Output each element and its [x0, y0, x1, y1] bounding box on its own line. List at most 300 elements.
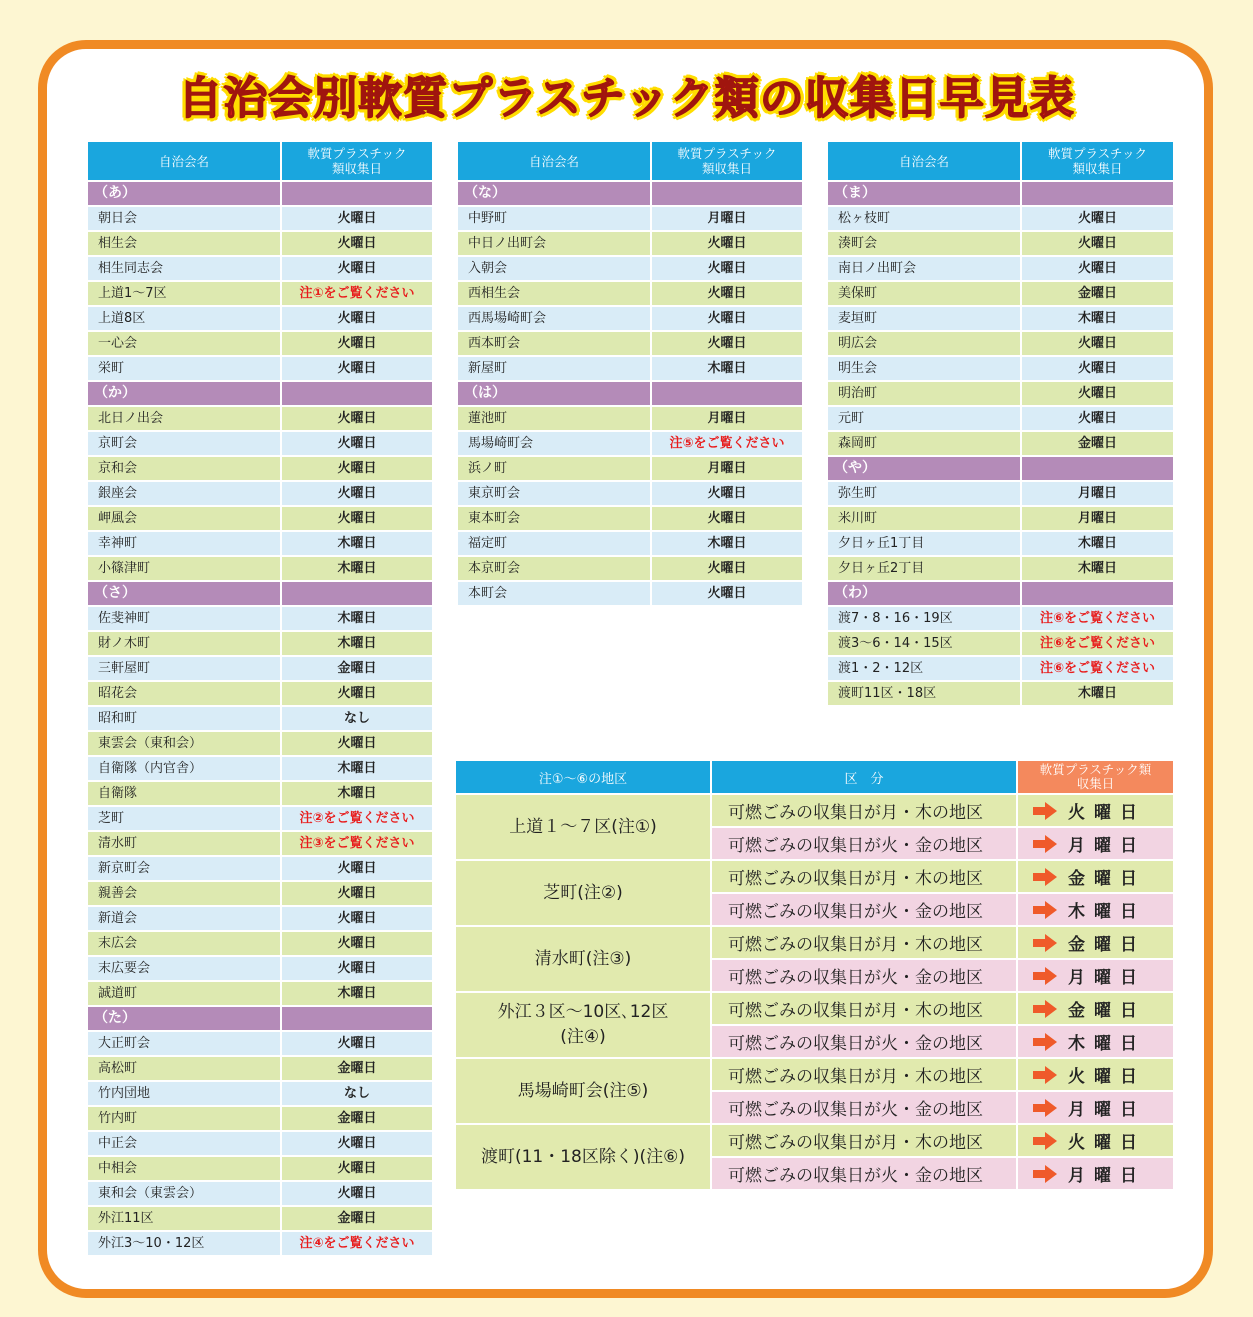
notes-row: [456, 794, 1173, 827]
collection-day: 火曜日: [1022, 357, 1173, 380]
table-row: [88, 1082, 432, 1105]
header-collection-day-line2: 類収集日: [701, 161, 752, 176]
association-name: 馬場崎町会: [458, 432, 652, 455]
kana-group-blank: [282, 582, 432, 605]
header-collection-day-line1: 軟質プラスチック: [677, 146, 777, 161]
notes-result-day: 月曜日: [1068, 968, 1146, 988]
association-name: 大正町会: [88, 1032, 282, 1055]
table-row: [88, 782, 432, 805]
collection-day: 火曜日: [1022, 332, 1173, 355]
table-row: [828, 307, 1173, 330]
schedule-table-ma-wa: [828, 140, 1173, 707]
kana-group-label: （さ）: [88, 582, 282, 605]
collection-day: 木曜日: [1022, 557, 1173, 580]
table-row: [88, 832, 432, 855]
association-name: 新屋町: [458, 357, 652, 380]
collection-day: 火曜日: [282, 1032, 432, 1055]
notes-area-line1: 馬場崎町会(注⑤): [517, 1080, 649, 1101]
association-name: 三軒屋町: [88, 657, 282, 680]
collection-day: 火曜日: [1022, 407, 1173, 430]
table-row: [828, 232, 1173, 255]
right-arrow-icon: [1032, 868, 1058, 886]
header-collection-day-line2: 類収集日: [1072, 161, 1123, 176]
association-name: 相生会: [88, 232, 282, 255]
collection-day: 月曜日: [652, 457, 802, 480]
notes-result-day: 月曜日: [1068, 1100, 1146, 1120]
association-name: 南日ノ出町会: [828, 257, 1022, 280]
header-collection-day-line1: 軟質プラスチック: [1047, 146, 1147, 161]
collection-day-note: 注③をご覧ください: [282, 832, 432, 855]
collection-day: 火曜日: [282, 907, 432, 930]
association-name: 昭和町: [88, 707, 282, 730]
right-arrow-icon: [1032, 1165, 1058, 1183]
kana-group-row: [828, 582, 1173, 605]
kana-group-blank: [1022, 457, 1173, 480]
notes-area: [456, 926, 711, 992]
collection-day: 火曜日: [282, 207, 432, 230]
notes-result: [1017, 1091, 1173, 1124]
association-name: 西相生会: [458, 282, 652, 305]
notes-result: [1017, 827, 1173, 860]
notes-result: [1017, 1157, 1173, 1189]
kana-group-row: [828, 457, 1173, 480]
association-name: 森岡町: [828, 432, 1022, 455]
association-name: 竹内町: [88, 1107, 282, 1130]
association-name: 明生会: [828, 357, 1022, 380]
collection-day: 金曜日: [282, 1207, 432, 1230]
notes-area-line1: 芝町(注②): [543, 882, 623, 903]
kana-group-label: （や）: [828, 457, 1022, 480]
kana-group-row: [88, 1007, 432, 1030]
table-row: [88, 682, 432, 705]
right-arrow-icon: [1032, 1033, 1058, 1051]
collection-day: 木曜日: [1022, 532, 1173, 555]
notes-condition: 可燃ごみの収集日が月・木の地区: [711, 926, 1017, 959]
table-row: [88, 807, 432, 830]
right-arrow-icon: [1032, 1000, 1058, 1018]
association-name: 京町会: [88, 432, 282, 455]
notes-condition: 可燃ごみの収集日が火・金の地区: [711, 959, 1017, 992]
notes-condition: 可燃ごみの収集日が月・木の地区: [711, 1124, 1017, 1157]
kana-group-row: [458, 382, 802, 405]
header-collection-day-line2: 類収集日: [331, 161, 382, 176]
association-name: 松ヶ枝町: [828, 207, 1022, 230]
collection-day: 火曜日: [282, 682, 432, 705]
notes-area: [456, 860, 711, 926]
kana-group-row: [828, 182, 1173, 205]
header-association-name: 自治会名: [458, 142, 652, 180]
collection-day: 火曜日: [282, 1157, 432, 1180]
notes-result-day: 火曜日: [1068, 803, 1146, 823]
table-row: [828, 657, 1173, 680]
collection-day: 木曜日: [652, 532, 802, 555]
association-name: 自衛隊: [88, 782, 282, 805]
table-row: [88, 1107, 432, 1130]
association-name: 外江11区: [88, 1207, 282, 1230]
association-name: 夕日ヶ丘1丁目: [828, 532, 1022, 555]
notes-result-day: 月曜日: [1068, 836, 1146, 856]
association-name: 中日ノ出町会: [458, 232, 652, 255]
notes-area-line1: 渡町(11・18区除く)(注⑥): [480, 1146, 686, 1167]
notes-row: [456, 926, 1173, 959]
table-row: [88, 882, 432, 905]
notes-area-line1: 外江３区～10区､12区: [497, 1002, 669, 1022]
notes-header-day-line2: 収集日: [1076, 776, 1115, 791]
notes-condition: 可燃ごみの収集日が月・木の地区: [711, 794, 1017, 827]
collection-day: 火曜日: [652, 582, 802, 605]
kana-group-label: （な）: [458, 182, 652, 205]
notes-result: [1017, 1124, 1173, 1157]
table-row: [828, 607, 1173, 630]
collection-day: 火曜日: [652, 257, 802, 280]
collection-day: 木曜日: [282, 557, 432, 580]
kana-group-label: （た）: [88, 1007, 282, 1030]
right-arrow-icon: [1032, 1132, 1058, 1150]
association-name: 浜ノ町: [458, 457, 652, 480]
table-row: [88, 907, 432, 930]
collection-day-note: 注⑤をご覧ください: [652, 432, 802, 455]
association-name: 朝日会: [88, 207, 282, 230]
association-name: 本町会: [458, 582, 652, 605]
collection-day: 火曜日: [282, 482, 432, 505]
right-arrow-icon: [1032, 1099, 1058, 1117]
table-row: [458, 582, 802, 605]
table-row: [458, 257, 802, 280]
table-row: [828, 332, 1173, 355]
notes-result-day: 木曜日: [1068, 902, 1146, 922]
collection-day-note: 注①をご覧ください: [282, 282, 432, 305]
table-row: [88, 1232, 432, 1255]
collection-day: 火曜日: [652, 307, 802, 330]
table-row: [88, 532, 432, 555]
table-row: [458, 232, 802, 255]
table-row: [458, 407, 802, 430]
notes-area: [456, 1124, 711, 1189]
collection-day: 火曜日: [282, 857, 432, 880]
association-name: 末広要会: [88, 957, 282, 980]
header-association-name: 自治会名: [828, 142, 1022, 180]
collection-day: 火曜日: [652, 507, 802, 530]
kana-group-row: [88, 182, 432, 205]
table-row: [88, 957, 432, 980]
table-row: [458, 482, 802, 505]
association-name: 麦垣町: [828, 307, 1022, 330]
collection-day: 月曜日: [652, 407, 802, 430]
notes-condition: 可燃ごみの収集日が火・金の地区: [711, 1091, 1017, 1124]
collection-day: 火曜日: [1022, 257, 1173, 280]
collection-day: 火曜日: [652, 557, 802, 580]
table-row: [458, 532, 802, 555]
table-row: [88, 857, 432, 880]
association-name: 新京町会: [88, 857, 282, 880]
table-row: [458, 457, 802, 480]
table-row: [88, 207, 432, 230]
notes-result-day: 月曜日: [1068, 1166, 1146, 1186]
association-name: 新道会: [88, 907, 282, 930]
table-row: [458, 357, 802, 380]
kana-group-label: （か）: [88, 382, 282, 405]
kana-group-label: （は）: [458, 382, 652, 405]
notes-table: [456, 761, 1173, 1189]
association-name: 東雲会（東和会）: [88, 732, 282, 755]
association-name: 京和会: [88, 457, 282, 480]
right-arrow-icon: [1032, 967, 1058, 985]
kana-group-blank: [652, 182, 802, 205]
notes-header-day-line1: 軟質プラスチック類: [1039, 762, 1152, 777]
notes-area: [456, 992, 711, 1058]
collection-day: 木曜日: [1022, 307, 1173, 330]
association-name: 芝町: [88, 807, 282, 830]
collection-day: 木曜日: [282, 982, 432, 1005]
collection-day: 金曜日: [282, 1107, 432, 1130]
right-arrow-icon: [1032, 934, 1058, 952]
table-row: [828, 257, 1173, 280]
association-name: 中野町: [458, 207, 652, 230]
collection-day: 火曜日: [1022, 382, 1173, 405]
notes-row: [456, 860, 1173, 893]
association-name: 入朝会: [458, 257, 652, 280]
table-row: [828, 407, 1173, 430]
collection-day: 火曜日: [282, 507, 432, 530]
table-row: [828, 282, 1173, 305]
association-name: 渡1・2・12区: [828, 657, 1022, 680]
table-row: [828, 482, 1173, 505]
table-row: [88, 507, 432, 530]
notes-row: [456, 992, 1173, 1025]
table-row: [458, 207, 802, 230]
kana-group-row: [458, 182, 802, 205]
notes-result-day: 金曜日: [1068, 869, 1146, 889]
notes-result-day: 火曜日: [1068, 1067, 1146, 1087]
collection-day: 木曜日: [282, 532, 432, 555]
table-row: [88, 932, 432, 955]
notes-area-line2: (注④): [560, 1027, 606, 1047]
collection-day: 金曜日: [282, 1057, 432, 1080]
table-row: [88, 707, 432, 730]
association-name: 末広会: [88, 932, 282, 955]
association-name: 相生同志会: [88, 257, 282, 280]
table-row: [828, 382, 1173, 405]
association-name: 親善会: [88, 882, 282, 905]
table-row: [458, 282, 802, 305]
collection-day: 火曜日: [652, 482, 802, 505]
association-name: 西馬場崎町会: [458, 307, 652, 330]
association-name: 幸神町: [88, 532, 282, 555]
collection-day: 火曜日: [282, 732, 432, 755]
notes-result-day: 火曜日: [1068, 1133, 1146, 1153]
collection-day: 木曜日: [652, 357, 802, 380]
table-row: [828, 357, 1173, 380]
table-row: [88, 1032, 432, 1055]
collection-day-note: 注⑥をご覧ください: [1022, 657, 1173, 680]
table-row: [828, 557, 1173, 580]
association-name: 渡町11区・18区: [828, 682, 1022, 705]
notes-result: [1017, 1058, 1173, 1091]
table-row: [828, 532, 1173, 555]
association-name: 本京町会: [458, 557, 652, 580]
notes-condition: 可燃ごみの収集日が火・金の地区: [711, 893, 1017, 926]
collection-day: 月曜日: [652, 207, 802, 230]
notes-header-area: 注①～⑥の地区: [456, 761, 711, 794]
association-name: 清水町: [88, 832, 282, 855]
association-name: 弥生町: [828, 482, 1022, 505]
table-row: [88, 357, 432, 380]
association-name: 湊町会: [828, 232, 1022, 255]
association-name: 高松町: [88, 1057, 282, 1080]
association-name: 福定町: [458, 532, 652, 555]
association-name: 北日ノ出会: [88, 407, 282, 430]
right-arrow-icon: [1032, 1066, 1058, 1084]
collection-day: 火曜日: [652, 232, 802, 255]
association-name: 中正会: [88, 1132, 282, 1155]
association-name: 米川町: [828, 507, 1022, 530]
notes-condition: 可燃ごみの収集日が火・金の地区: [711, 827, 1017, 860]
header-association-name: 自治会名: [88, 142, 282, 180]
association-name: 外江3～10・12区: [88, 1232, 282, 1255]
table-row: [88, 257, 432, 280]
table-row: [828, 682, 1173, 705]
notes-result: [1017, 926, 1173, 959]
collection-day: 月曜日: [1022, 482, 1173, 505]
kana-group-label: （ま）: [828, 182, 1022, 205]
table-row: [88, 757, 432, 780]
table-row: [828, 632, 1173, 655]
collection-day-note: 注⑥をご覧ください: [1022, 632, 1173, 655]
association-name: 昭花会: [88, 682, 282, 705]
table-row: [88, 232, 432, 255]
association-name: 小篠津町: [88, 557, 282, 580]
header-collection-day: [282, 142, 432, 180]
table-row: [828, 207, 1173, 230]
header-collection-day-line1: 軟質プラスチック: [307, 146, 407, 161]
collection-day: 火曜日: [282, 432, 432, 455]
notes-result-day: 木曜日: [1068, 1034, 1146, 1054]
notes-header-row: [456, 761, 1173, 794]
kana-group-row: [88, 582, 432, 605]
association-name: 自衛隊（内官舎）: [88, 757, 282, 780]
notes-result: [1017, 1025, 1173, 1058]
association-name: 中相会: [88, 1157, 282, 1180]
notes-result-day: 金曜日: [1068, 935, 1146, 955]
collection-day: 火曜日: [282, 257, 432, 280]
notes-result: [1017, 794, 1173, 827]
notes-result: [1017, 860, 1173, 893]
schedule-table-a-ta: [88, 140, 432, 1257]
table-row: [458, 432, 802, 455]
table-header-row: [828, 142, 1173, 180]
kana-group-blank: [652, 382, 802, 405]
right-arrow-icon: [1032, 802, 1058, 820]
association-name: 元町: [828, 407, 1022, 430]
collection-day: 木曜日: [1022, 682, 1173, 705]
notes-row: [456, 1124, 1173, 1157]
association-name: 東京町会: [458, 482, 652, 505]
association-name: 明治町: [828, 382, 1022, 405]
notes-condition: 可燃ごみの収集日が月・木の地区: [711, 860, 1017, 893]
association-name: 渡7・8・16・19区: [828, 607, 1022, 630]
collection-day: 火曜日: [282, 882, 432, 905]
collection-day: なし: [282, 1082, 432, 1105]
kana-group-blank: [282, 382, 432, 405]
collection-day: 金曜日: [1022, 432, 1173, 455]
notes-result-day: 金曜日: [1068, 1001, 1146, 1021]
table-row: [88, 457, 432, 480]
page-title: 自治会別軟質プラスチック類の収集日早見表: [178, 73, 1075, 124]
table-row: [88, 632, 432, 655]
table-row: [828, 432, 1173, 455]
collection-day: 火曜日: [282, 932, 432, 955]
collection-day: 木曜日: [282, 757, 432, 780]
table-row: [88, 1132, 432, 1155]
collection-day: 火曜日: [282, 407, 432, 430]
association-name: 美保町: [828, 282, 1022, 305]
association-name: 竹内団地: [88, 1082, 282, 1105]
notes-result: [1017, 893, 1173, 926]
collection-day: 火曜日: [282, 957, 432, 980]
association-name: 蓮池町: [458, 407, 652, 430]
table-row: [88, 407, 432, 430]
table-row: [88, 657, 432, 680]
notes-result: [1017, 959, 1173, 992]
collection-day: 火曜日: [282, 332, 432, 355]
table-row: [458, 332, 802, 355]
collection-day: 火曜日: [282, 357, 432, 380]
table-row: [458, 557, 802, 580]
association-name: 財ノ木町: [88, 632, 282, 655]
collection-day: 金曜日: [282, 657, 432, 680]
collection-day: 火曜日: [282, 1132, 432, 1155]
kana-group-blank: [1022, 582, 1173, 605]
kana-group-blank: [1022, 182, 1173, 205]
association-name: 渡3～6・14・15区: [828, 632, 1022, 655]
collection-day: 金曜日: [1022, 282, 1173, 305]
association-name: 一心会: [88, 332, 282, 355]
association-name: 東和会（東雲会）: [88, 1182, 282, 1205]
table-row: [88, 1157, 432, 1180]
table-row: [88, 557, 432, 580]
notes-area: [456, 1058, 711, 1124]
kana-group-blank: [282, 1007, 432, 1030]
table-row: [458, 307, 802, 330]
table-row: [88, 732, 432, 755]
table-row: [88, 1057, 432, 1080]
collection-day: 木曜日: [282, 782, 432, 805]
notes-condition: 可燃ごみの収集日が火・金の地区: [711, 1157, 1017, 1189]
association-name: 上道1～7区: [88, 282, 282, 305]
collection-day: 火曜日: [282, 457, 432, 480]
association-name: 夕日ヶ丘2丁目: [828, 557, 1022, 580]
table-row: [88, 607, 432, 630]
association-name: 栄町: [88, 357, 282, 380]
association-name: 銀座会: [88, 482, 282, 505]
table-row: [88, 282, 432, 305]
collection-day: 火曜日: [1022, 232, 1173, 255]
association-name: 東本町会: [458, 507, 652, 530]
table-row: [88, 982, 432, 1005]
table-row: [88, 1207, 432, 1230]
collection-day: なし: [282, 707, 432, 730]
table-row: [88, 432, 432, 455]
header-collection-day: [652, 142, 802, 180]
kana-group-label: （あ）: [88, 182, 282, 205]
collection-day: 火曜日: [282, 1182, 432, 1205]
association-name: 西本町会: [458, 332, 652, 355]
notes-header-day: [1017, 761, 1173, 794]
collection-day: 火曜日: [282, 232, 432, 255]
table-row: [88, 482, 432, 505]
kana-group-blank: [282, 182, 432, 205]
collection-day-note: 注②をご覧ください: [282, 807, 432, 830]
